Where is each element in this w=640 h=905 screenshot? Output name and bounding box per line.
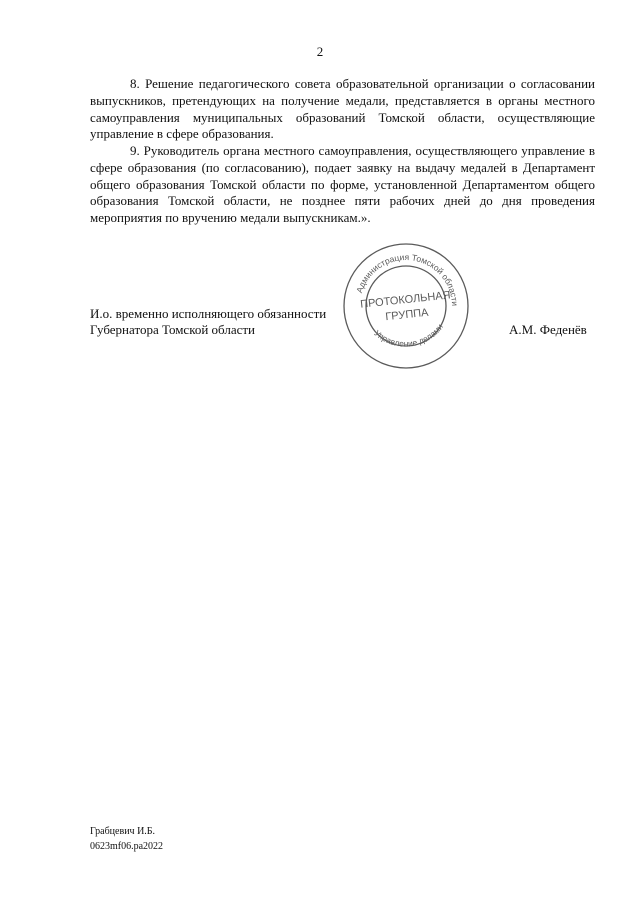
signatory-name: А.М. Феденёв	[509, 322, 587, 337]
signatory-title-line2: Губернатора Томской области	[90, 322, 256, 337]
stamp-center-line2: ГРУППА	[384, 306, 430, 324]
signatory-title-line1: И.о. временно исполняющего обязанности	[90, 306, 327, 321]
official-stamp	[340, 240, 472, 372]
svg-text:Управление делами	[372, 321, 447, 352]
stamp-ring-top-text: Администрация Томской области	[354, 251, 461, 307]
paragraph-9: 9. Руководитель органа местного самоуправления, осуществляющего управление в сфере образования (по согласованию), подает заявку на выдачу медалей в Департамент общего образования Томской области по форме, установленной Департаментом общего образования Томской области, не позднее пяти рабочих дней до дня проведения мероприятия по вручению медали выпускникам.».	[90, 143, 595, 226]
page-number: 2	[316, 44, 324, 59]
paragraph-8: 8. Решение педагогического совета образовательной организации о согласовании выпускников, претендующих на получение медали, представляется в органы местного самоуправления муниципальных образований Томской области, осуществляющие управление в сфере образования.	[90, 76, 595, 142]
stamp-center-line1: ПРОТОКОЛЬНАЯ	[359, 289, 452, 311]
footer-author: Грабцевич И.Б.	[90, 826, 156, 837]
footer-doc-code: 0623mf06.pa2022	[90, 841, 164, 852]
stamp-ring-bottom-text: Управление делами	[372, 321, 446, 349]
